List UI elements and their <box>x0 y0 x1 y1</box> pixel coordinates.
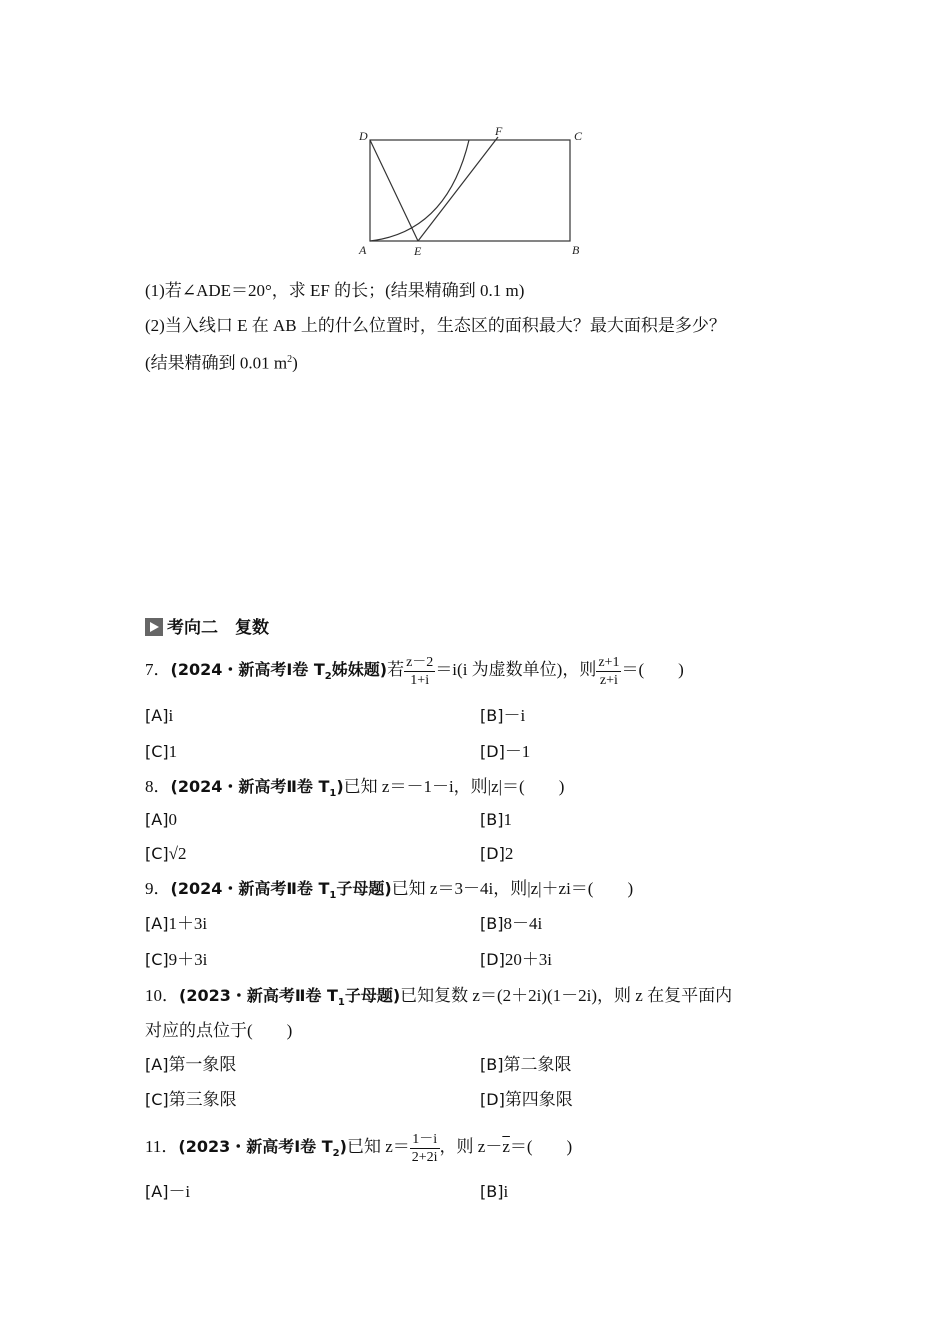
option-value: 8－4i <box>503 914 543 933</box>
option-value: 第二象限 <box>503 1055 572 1074</box>
q10-option-c[interactable] <box>145 1088 237 1112</box>
q11-frac-num: 1－i <box>410 1131 440 1149</box>
q10-option-b[interactable] <box>480 1053 571 1077</box>
option-label: [A] <box>145 706 169 725</box>
q11-text-a: 已知 z＝ <box>346 1137 410 1156</box>
question-8 <box>145 775 564 806</box>
section-title: 考向二 复数 <box>167 618 269 638</box>
option-label: [A] <box>145 1055 169 1074</box>
q10-option-a[interactable] <box>145 1053 236 1077</box>
q11-frac-den: 2+2i <box>411 1149 438 1165</box>
q8-source-tail: ) <box>336 777 344 796</box>
option-value: √2 <box>168 844 187 863</box>
q9-option-c[interactable] <box>145 948 207 972</box>
q9-source-text: (2024・新高考Ⅱ卷 T <box>170 879 330 898</box>
q8-source <box>170 777 344 800</box>
q7-frac1-num: z－2 <box>406 654 434 670</box>
q11-source-tail: ) <box>339 1137 347 1156</box>
q9-option-b[interactable] <box>480 912 542 936</box>
segment-de <box>370 140 418 241</box>
note-text: (结果精确到 0.01 m <box>145 353 288 373</box>
q10-option-d[interactable] <box>480 1088 573 1112</box>
q7-text-b: ＝i(i 为虚数单位)，则 <box>435 660 597 679</box>
label-d: D <box>359 129 368 143</box>
geometry-figure <box>352 120 592 270</box>
option-value: －i <box>503 706 526 725</box>
label-c: C <box>574 129 583 143</box>
section-heading <box>145 613 269 638</box>
q7-option-a[interactable] <box>145 704 173 728</box>
q10-source-sub: 1 <box>337 997 345 1009</box>
question-part-2: (2)当入线口 E 在 AB 上的什么位置时，生态区的面积最大？最大面积是多少？ <box>145 316 726 335</box>
q7-number: 7． <box>145 660 171 679</box>
question-10-cont: 对应的点位于( ) <box>145 1021 293 1040</box>
option-label: [C] <box>145 742 169 761</box>
option-label: [B] <box>480 810 504 829</box>
q8-source-sub: 1 <box>329 788 337 800</box>
option-value: 第三象限 <box>168 1090 237 1109</box>
note-sup: 2 <box>287 354 293 365</box>
option-value: i <box>503 1182 509 1201</box>
question-part-2-note <box>145 348 298 376</box>
option-value: 9＋3i <box>168 950 208 969</box>
q8-source-text: (2024・新高考Ⅱ卷 T <box>170 777 330 796</box>
q9-source-sub: 1 <box>329 890 337 902</box>
q11-fraction <box>410 1131 440 1166</box>
option-label: [C] <box>145 844 169 863</box>
q8-option-c[interactable] <box>145 842 187 866</box>
q10-source <box>179 986 401 1009</box>
rectangle-diagram <box>352 120 592 265</box>
q7-text-c: ＝( ) <box>621 660 684 679</box>
rectangle-abcd <box>370 140 570 241</box>
option-label: [C] <box>145 1090 169 1109</box>
q11-text-b: ，则 z－ <box>439 1137 503 1156</box>
option-value: 2 <box>504 844 514 863</box>
q8-option-a[interactable] <box>145 808 177 832</box>
option-label: [B] <box>480 914 504 933</box>
q11-zbar: $\overline{z}$ <box>502 1137 510 1156</box>
q11-option-b[interactable] <box>480 1180 508 1204</box>
option-label: [B] <box>480 1182 504 1201</box>
q7-source-tail: 姊妹题) <box>331 660 388 679</box>
q11-source-sub: 2 <box>332 1148 340 1160</box>
option-value: 第四象限 <box>504 1090 573 1109</box>
option-value: 1 <box>168 742 178 761</box>
q8-text: 已知 z＝－1－i，则|z|＝( ) <box>343 777 565 796</box>
arc-ae <box>370 140 469 241</box>
option-value: i <box>168 706 174 725</box>
q7-source <box>170 660 388 683</box>
q9-source <box>170 879 392 902</box>
option-label: [B] <box>480 706 504 725</box>
q7-option-d[interactable] <box>480 740 530 764</box>
label-f: F <box>495 124 503 138</box>
q7-source-text: (2024・新高考Ⅰ卷 T <box>170 660 325 679</box>
option-label: [D] <box>480 1090 505 1109</box>
option-label: [A] <box>145 914 169 933</box>
play-icon <box>145 618 163 636</box>
label-a: A <box>359 243 367 257</box>
label-e: E <box>414 244 422 258</box>
q9-option-d[interactable] <box>480 948 552 972</box>
q9-number: 9． <box>145 879 171 898</box>
q11-text-c: ＝( ) <box>509 1137 573 1156</box>
q10-number: 10． <box>145 986 179 1005</box>
question-9 <box>145 877 633 908</box>
q11-option-a[interactable] <box>145 1180 190 1204</box>
option-label: [A] <box>145 1182 169 1201</box>
q7-text-a: 若 <box>387 660 405 679</box>
option-value: 1＋3i <box>168 914 208 933</box>
option-label: [D] <box>480 742 505 761</box>
q11-source-text: (2023・新高考Ⅰ卷 T <box>178 1137 333 1156</box>
q10-source-tail: 子母题) <box>344 986 401 1005</box>
question-7 <box>145 650 684 697</box>
q7-fraction-1 <box>404 654 435 689</box>
option-value: －1 <box>504 742 531 761</box>
option-label: [B] <box>480 1055 504 1074</box>
q11-number: 11． <box>145 1137 179 1156</box>
segment-ef <box>418 137 498 241</box>
q7-source-sub: 2 <box>324 671 332 683</box>
option-value: 第一象限 <box>168 1055 237 1074</box>
q10-text: 已知复数 z＝(2＋2i)(1－2i)，则 z 在复平面内 <box>400 986 733 1005</box>
q8-option-b[interactable] <box>480 808 512 832</box>
question-10 <box>145 984 732 1015</box>
label-b: B <box>572 243 580 257</box>
q8-number: 8． <box>145 777 171 796</box>
question-11 <box>145 1127 572 1174</box>
q9-option-a[interactable] <box>145 912 207 936</box>
q7-frac2-num: z+1 <box>598 654 620 670</box>
option-value: 1 <box>503 810 512 829</box>
q11-source <box>178 1137 347 1160</box>
option-label: [A] <box>145 810 169 829</box>
q8-option-d[interactable] <box>480 842 513 866</box>
q7-option-b[interactable] <box>480 704 525 728</box>
option-value: －i <box>168 1182 191 1201</box>
option-value: 0 <box>168 810 177 829</box>
option-value: 20＋3i <box>504 950 553 969</box>
q7-frac1-den: 1+i <box>410 672 430 688</box>
q9-text: 已知 z＝3－4i，则|z|＋zi＝( ) <box>391 879 634 898</box>
q7-fraction-2 <box>596 654 621 689</box>
q9-source-tail: 子母题) <box>336 879 392 898</box>
q7-option-c[interactable] <box>145 740 177 764</box>
option-label: [D] <box>480 844 505 863</box>
option-label: [D] <box>480 950 505 969</box>
option-label: [C] <box>145 950 169 969</box>
note-close: ) <box>292 353 298 373</box>
q7-frac2-den: z+i <box>599 672 618 688</box>
question-part-1: (1)若∠ADE＝20°，求 EF 的长；(结果精确到 0.1 m) <box>145 281 525 300</box>
q10-source-text: (2023・新高考Ⅱ卷 T <box>179 986 338 1005</box>
